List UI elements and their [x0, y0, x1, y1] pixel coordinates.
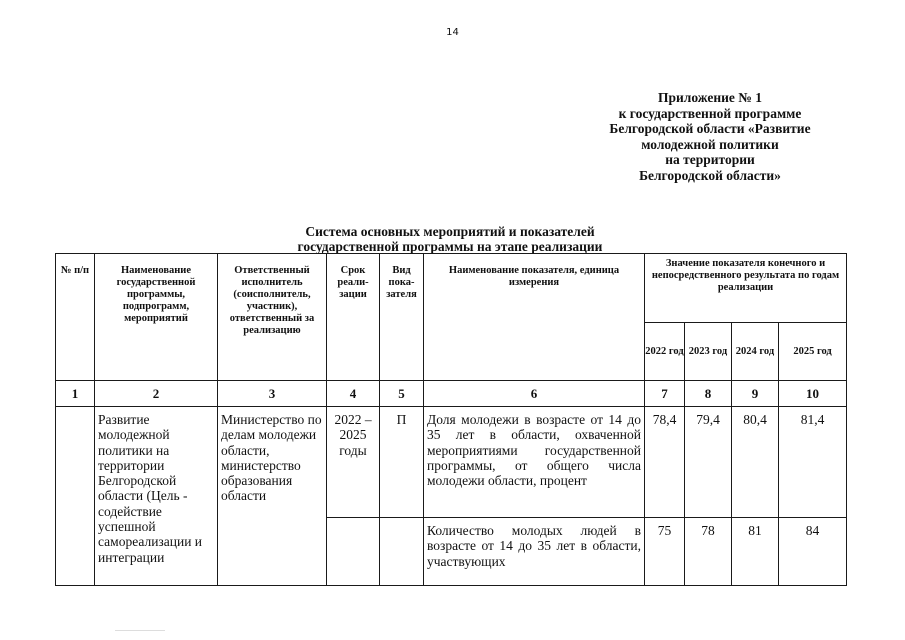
column-number: 4 [327, 381, 380, 407]
appendix-line: молодежной политики [641, 136, 779, 152]
period-cell: 2022 – 2025 годы [327, 407, 380, 518]
header-indicator-name: Наименование показателя, единица измерения [424, 254, 645, 381]
value-2023-cell: 78 [685, 518, 732, 586]
column-number: 10 [779, 381, 847, 407]
table-title [250, 224, 650, 254]
column-number: 2 [95, 381, 218, 407]
value-2024-cell: 80,4 [732, 407, 779, 518]
value-2023-cell: 79,4 [685, 407, 732, 518]
period-cell [327, 518, 380, 586]
header-indicator-kind: Вид пока-зателя [380, 254, 424, 381]
column-number: 6 [424, 381, 645, 407]
column-number: 1 [56, 381, 95, 407]
row-number-cell [56, 407, 95, 586]
appendix-line: к государственной программе [618, 105, 802, 121]
column-number: 7 [645, 381, 685, 407]
header-year: 2022 год [645, 323, 685, 381]
header-year: 2023 год [685, 323, 732, 381]
page-number: 14 [446, 27, 459, 38]
value-2024-cell: 81 [732, 518, 779, 586]
appendix-line: на территории [665, 152, 755, 167]
footer-rule [115, 630, 165, 631]
value-2025-cell: 81,4 [779, 407, 847, 518]
indicators-table [55, 253, 847, 586]
column-number: 5 [380, 381, 424, 407]
column-number: 9 [732, 381, 779, 407]
header-values-group: Значение показателя конечного и непосредственного результата по годам реализации [645, 254, 847, 323]
indicator-kind-cell: П [380, 407, 424, 518]
table-title-line: Система основных мероприятий и показателей [305, 224, 595, 239]
responsible-cell: Министерство по делам молодежи области, министерство образования области [218, 407, 327, 586]
appendix-line: Белгородской области» [639, 167, 781, 183]
program-name-cell: Развитие молодежной политики на территории Белгородской области (Цель - содействие успешной самореализации и интеграции [95, 407, 218, 586]
indicator-kind-cell [380, 518, 424, 586]
table-title-line: государственной программы на этапе реализации [297, 239, 603, 254]
header-year: 2025 год [779, 323, 847, 381]
header-number: № п/п [56, 254, 95, 381]
header-program-name: Наименование государственной программы, подпрограмм, мероприятий [95, 254, 218, 381]
header-period: Срок реали-зации [327, 254, 380, 381]
column-number: 3 [218, 381, 327, 407]
header-responsible: Ответственный исполнитель (соисполнитель, участник), ответственный за реализацию [218, 254, 327, 381]
header-year: 2024 год [732, 323, 779, 381]
appendix-line: Приложение № 1 [658, 90, 762, 105]
value-2025-cell: 84 [779, 518, 847, 586]
value-2022-cell: 75 [645, 518, 685, 586]
value-2022-cell: 78,4 [645, 407, 685, 518]
appendix-line: Белгородской области «Развитие [609, 121, 811, 136]
column-number: 8 [685, 381, 732, 407]
indicator-name-cell: Количество молодых людей в возрасте от 14 до 35 лет в области, участвующих [424, 518, 645, 586]
indicator-name-cell: Доля молодежи в возрасте от 14 до 35 лет в области, охваченной мероприятиями государственной программы, от общего числа молодежи области, процент [424, 407, 645, 518]
appendix-heading [580, 90, 840, 183]
